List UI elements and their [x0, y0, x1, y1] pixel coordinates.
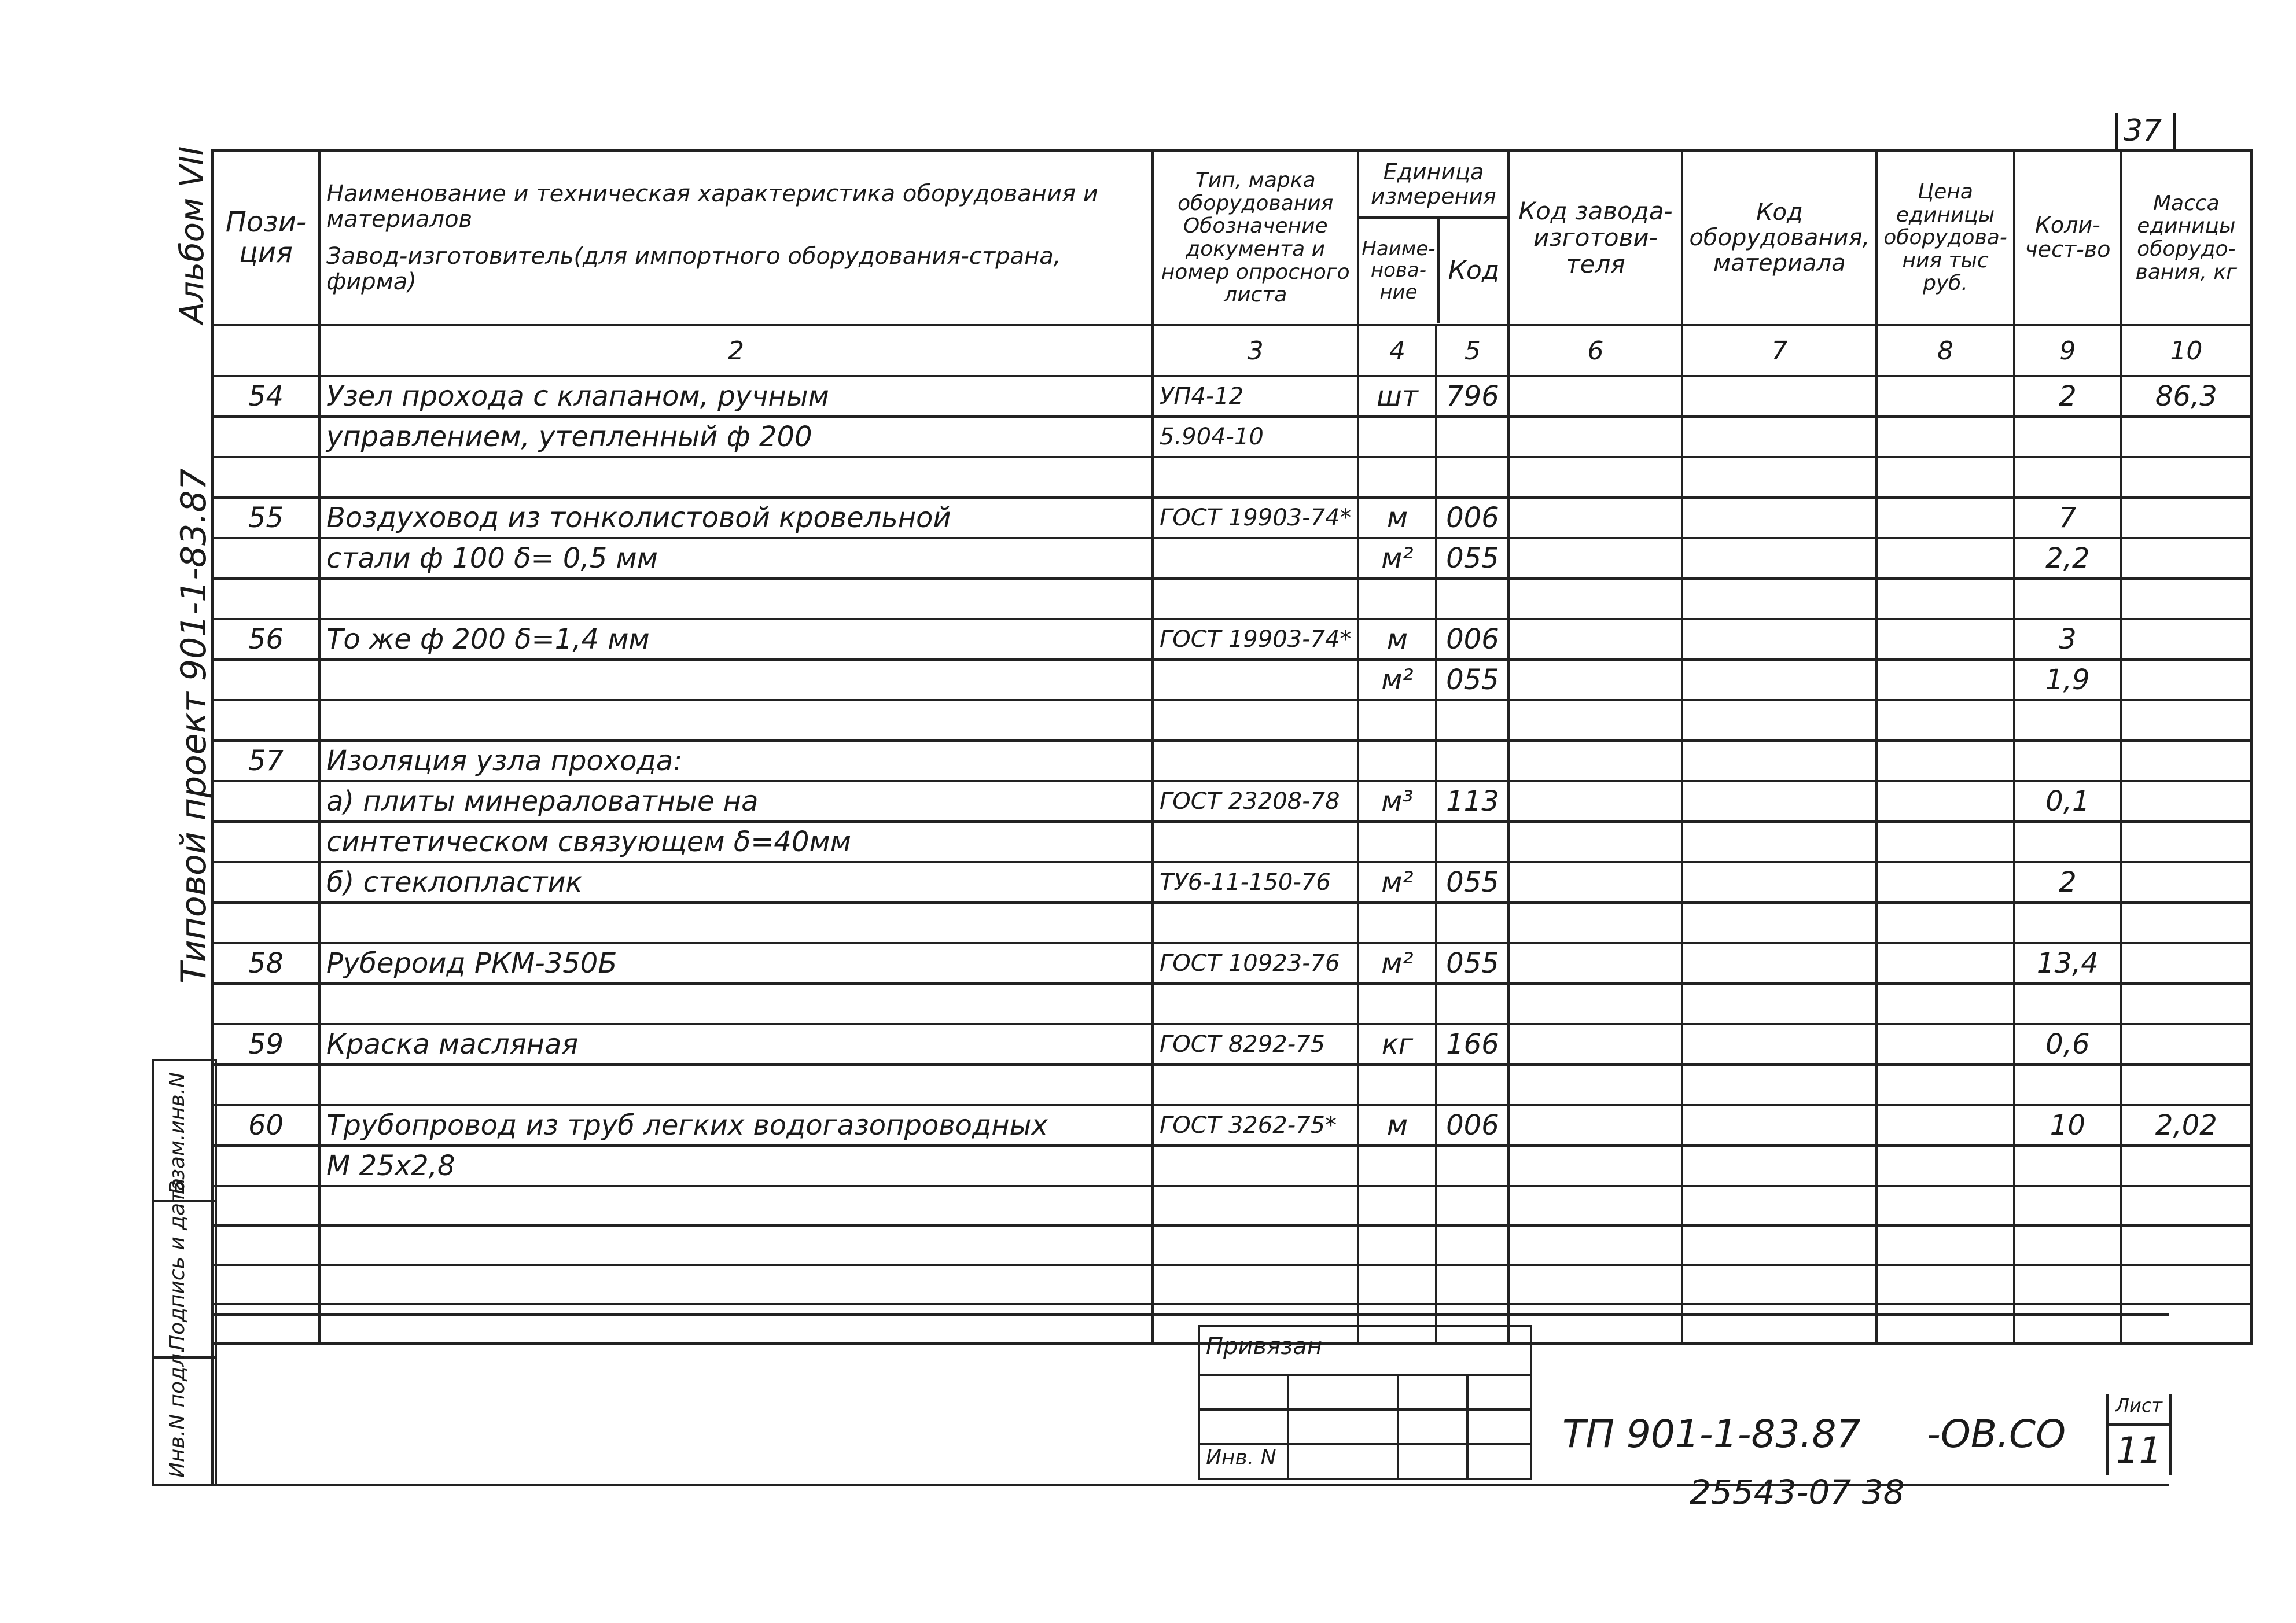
row-mass	[2121, 619, 2251, 660]
row-quantity: 13,4	[2014, 943, 2121, 984]
row-type: 5.904-10	[1153, 417, 1358, 457]
table-row	[212, 862, 2251, 903]
header-unit-name: Наиме-нова-ние	[1359, 219, 1440, 323]
row-price	[1876, 619, 2014, 660]
header-name-line2: Завод-изготовитель(для импортного оборудования-страна, фирма)	[326, 243, 1061, 295]
row-mass	[2121, 822, 2251, 862]
row-code: 006	[1436, 1105, 1508, 1146]
row-code: 006	[1436, 498, 1508, 538]
empty-row	[212, 1225, 2251, 1265]
row-position: 60	[212, 1105, 319, 1146]
album-label: Альбом VII	[174, 146, 211, 324]
row-code: 113	[1436, 781, 1508, 822]
row-price	[1876, 417, 2014, 457]
row-factory-code	[1508, 1024, 1682, 1065]
table-row	[212, 781, 2251, 822]
row-code: 796	[1436, 376, 1508, 417]
row-unit: м³	[1358, 781, 1436, 822]
row-type: ГОСТ 10923-76	[1153, 943, 1358, 984]
row-quantity: 7	[2014, 498, 2121, 538]
table-row	[212, 1146, 2251, 1186]
row-code	[1436, 457, 1508, 498]
row-mass	[2121, 1065, 2251, 1105]
row-price	[1876, 862, 2014, 903]
table-row	[212, 376, 2251, 417]
row-factory-code	[1508, 417, 1682, 457]
row-position	[212, 1065, 319, 1105]
row-quantity: 0,6	[2014, 1024, 2121, 1065]
row-price	[1876, 741, 2014, 781]
sheet-number-top: 37	[2124, 113, 2162, 148]
row-unit	[1358, 457, 1436, 498]
row-mass	[2121, 903, 2251, 943]
stamp-line	[1287, 1374, 1289, 1478]
column-number: 2	[319, 325, 1153, 376]
row-unit: м²	[1358, 538, 1436, 579]
row-code	[1436, 579, 1508, 619]
header-unit	[1358, 150, 1508, 325]
row-quantity: 2,2	[2014, 538, 2121, 579]
row-mass	[2121, 538, 2251, 579]
row-name	[319, 1065, 1153, 1105]
row-position: 59	[212, 1024, 319, 1065]
table-row	[212, 619, 2251, 660]
row-code	[1436, 700, 1508, 741]
row-price	[1876, 538, 2014, 579]
table-row	[212, 700, 2251, 741]
table-row	[212, 943, 2251, 984]
row-position	[212, 457, 319, 498]
row-position: 58	[212, 943, 319, 984]
row-name: синтетическом связующем δ=40мм	[319, 822, 1153, 862]
document-code: ТП 901-1-83.87	[1562, 1412, 1861, 1456]
row-unit	[1358, 579, 1436, 619]
row-unit: м	[1358, 1105, 1436, 1146]
side-stamp	[152, 1059, 217, 1486]
row-equipment-code	[1682, 822, 1876, 862]
header-quantity: Коли-чест-во	[2014, 150, 2121, 325]
row-code: 055	[1436, 943, 1508, 984]
row-code: 166	[1436, 1024, 1508, 1065]
row-equipment-code	[1682, 1024, 1876, 1065]
row-equipment-code	[1682, 376, 1876, 417]
stamp-inv: Инв. N	[1206, 1446, 1276, 1470]
sheet-number: 11	[2116, 1429, 2162, 1471]
row-type	[1153, 741, 1358, 781]
table-row	[212, 741, 2251, 781]
column-number: 5	[1436, 325, 1508, 376]
row-name: управлением, утепленный ф 200	[319, 417, 1153, 457]
row-mass	[2121, 862, 2251, 903]
header-unit-title: Единица измерения	[1359, 153, 1507, 219]
row-mass	[2121, 498, 2251, 538]
row-name: То же ф 200 δ=1,4 мм	[319, 619, 1153, 660]
row-price	[1876, 1024, 2014, 1065]
column-number: 6	[1508, 325, 1682, 376]
row-factory-code	[1508, 984, 1682, 1024]
row-position	[212, 1146, 319, 1186]
row-unit	[1358, 822, 1436, 862]
row-name	[319, 579, 1153, 619]
row-unit	[1358, 741, 1436, 781]
row-quantity	[2014, 579, 2121, 619]
row-unit: м	[1358, 619, 1436, 660]
row-code	[1436, 984, 1508, 1024]
row-quantity: 2	[2014, 862, 2121, 903]
row-quantity	[2014, 1146, 2121, 1186]
row-price	[1876, 1105, 2014, 1146]
row-name: б) стеклопластик	[319, 862, 1153, 903]
row-mass	[2121, 984, 2251, 1024]
stamp-line	[1200, 1374, 1530, 1376]
row-quantity	[2014, 457, 2121, 498]
row-factory-code	[1508, 1065, 1682, 1105]
row-type	[1153, 538, 1358, 579]
row-price	[1876, 1146, 2014, 1186]
table-row	[212, 903, 2251, 943]
row-position	[212, 579, 319, 619]
row-position	[212, 822, 319, 862]
row-quantity	[2014, 741, 2121, 781]
row-type	[1153, 660, 1358, 700]
row-equipment-code	[1682, 1146, 1876, 1186]
row-factory-code	[1508, 538, 1682, 579]
row-position	[212, 984, 319, 1024]
row-code	[1436, 417, 1508, 457]
row-name: Краска масляная	[319, 1024, 1153, 1065]
row-price	[1876, 457, 2014, 498]
header-name	[319, 150, 1153, 325]
row-position: 56	[212, 619, 319, 660]
bottom-registration-number: 25543-07 38	[1690, 1473, 1905, 1512]
row-mass	[2121, 457, 2251, 498]
column-number: 9	[2014, 325, 2121, 376]
row-mass: 2,02	[2121, 1105, 2251, 1146]
row-name: а) плиты минераловатные на	[319, 781, 1153, 822]
row-equipment-code	[1682, 457, 1876, 498]
row-unit	[1358, 700, 1436, 741]
row-type	[1153, 984, 1358, 1024]
row-type: ТУ6-11-150-76	[1153, 862, 1358, 903]
row-position	[212, 538, 319, 579]
header-equipment-code: Код оборудования, материала	[1682, 150, 1876, 325]
row-price	[1876, 822, 2014, 862]
row-quantity: 3	[2014, 619, 2121, 660]
row-equipment-code	[1682, 741, 1876, 781]
row-code	[1436, 741, 1508, 781]
row-factory-code	[1508, 457, 1682, 498]
table-row	[212, 1065, 2251, 1105]
row-type	[1153, 822, 1358, 862]
row-quantity: 2	[2014, 376, 2121, 417]
row-equipment-code	[1682, 417, 1876, 457]
header-unit-code: Код	[1448, 255, 1500, 285]
row-code	[1436, 1065, 1508, 1105]
row-quantity	[2014, 822, 2121, 862]
row-price	[1876, 781, 2014, 822]
table-row	[212, 822, 2251, 862]
table-row	[212, 498, 2251, 538]
row-quantity: 0,1	[2014, 781, 2121, 822]
row-price	[1876, 903, 2014, 943]
row-code	[1436, 1146, 1508, 1186]
row-type	[1153, 1065, 1358, 1105]
row-equipment-code	[1682, 1065, 1876, 1105]
row-type: ГОСТ 19903-74*	[1153, 619, 1358, 660]
row-factory-code	[1508, 498, 1682, 538]
stamp-line	[1200, 1408, 1530, 1411]
header-price: Цена единицы оборудова-ния тыс руб.	[1876, 150, 2014, 325]
row-unit	[1358, 903, 1436, 943]
row-name	[319, 700, 1153, 741]
empty-row	[212, 1186, 2251, 1225]
table-row	[212, 579, 2251, 619]
row-name: Воздуховод из тонколистовой кровельной	[319, 498, 1153, 538]
column-number: 7	[1682, 325, 1876, 376]
row-position: 55	[212, 498, 319, 538]
row-name: Рубероид РКМ-350Б	[319, 943, 1153, 984]
row-factory-code	[1508, 660, 1682, 700]
row-name	[319, 984, 1153, 1024]
table-row	[212, 538, 2251, 579]
row-unit: м²	[1358, 943, 1436, 984]
row-mass	[2121, 741, 2251, 781]
row-equipment-code	[1682, 781, 1876, 822]
row-quantity	[2014, 1065, 2121, 1105]
header-unit-split	[1359, 219, 1507, 323]
table-row	[212, 417, 2251, 457]
row-position	[212, 781, 319, 822]
row-unit	[1358, 1065, 1436, 1105]
row-type: ГОСТ 8292-75	[1153, 1024, 1358, 1065]
row-mass	[2121, 579, 2251, 619]
specification-table	[211, 149, 2253, 1345]
row-price	[1876, 376, 2014, 417]
row-mass	[2121, 1146, 2251, 1186]
sheet-label: Лист	[2109, 1394, 2169, 1426]
header-position: Пози-ция	[212, 150, 319, 325]
row-position	[212, 417, 319, 457]
row-equipment-code	[1682, 619, 1876, 660]
row-factory-code	[1508, 822, 1682, 862]
row-type: ГОСТ 23208-78	[1153, 781, 1358, 822]
row-quantity: 1,9	[2014, 660, 2121, 700]
row-type: УП4-12	[1153, 376, 1358, 417]
row-mass	[2121, 1024, 2251, 1065]
row-type: ГОСТ 19903-74*	[1153, 498, 1358, 538]
row-price	[1876, 579, 2014, 619]
row-equipment-code	[1682, 498, 1876, 538]
row-unit	[1358, 984, 1436, 1024]
project-label: Типовой проект 901-1-83.87	[174, 468, 214, 984]
row-equipment-code	[1682, 984, 1876, 1024]
row-code: 055	[1436, 660, 1508, 700]
row-quantity	[2014, 984, 2121, 1024]
row-equipment-code	[1682, 579, 1876, 619]
row-mass	[2121, 700, 2251, 741]
row-price	[1876, 660, 2014, 700]
header-mass: Масса единицы оборудо-вания, кг	[2121, 150, 2251, 325]
empty-row	[212, 1265, 2251, 1304]
row-equipment-code	[1682, 538, 1876, 579]
side-stamp-sign: Подпись и дата	[165, 1177, 189, 1350]
row-name	[319, 660, 1153, 700]
row-factory-code	[1508, 619, 1682, 660]
row-name: стали ф 100 δ= 0,5 мм	[319, 538, 1153, 579]
stamp-line	[1200, 1443, 1530, 1445]
row-factory-code	[1508, 862, 1682, 903]
row-unit	[1358, 1146, 1436, 1186]
row-position	[212, 700, 319, 741]
row-price	[1876, 943, 2014, 984]
table-header-row	[212, 150, 2251, 325]
column-number: 10	[2121, 325, 2251, 376]
row-position: 57	[212, 741, 319, 781]
row-quantity	[2014, 417, 2121, 457]
header-type: Тип, марка оборудования Обозначение документа и номер опросного листа	[1153, 150, 1358, 325]
header-factory-code: Код завода-изготови-теля	[1508, 150, 1682, 325]
row-unit: кг	[1358, 1024, 1436, 1065]
stamp-line	[1397, 1374, 1399, 1478]
column-numbers-row	[212, 325, 2251, 376]
header-name-line1: Наименование и техническая характеристика оборудования и материалов	[326, 181, 1098, 233]
column-number: 4	[1358, 325, 1436, 376]
column-number: 8	[1876, 325, 2014, 376]
row-factory-code	[1508, 781, 1682, 822]
stamp-privyazan: Привязан	[1206, 1333, 1323, 1360]
row-name	[319, 457, 1153, 498]
row-position	[212, 660, 319, 700]
row-unit: м²	[1358, 660, 1436, 700]
side-stamp-replace: Взам.инв.N	[165, 1072, 189, 1194]
row-mass	[2121, 417, 2251, 457]
row-factory-code	[1508, 1105, 1682, 1146]
row-type	[1153, 579, 1358, 619]
row-type	[1153, 457, 1358, 498]
row-name	[319, 903, 1153, 943]
approval-stamp	[1198, 1325, 1532, 1480]
column-number: 3	[1153, 325, 1358, 376]
row-name: Изоляция узла прохода:	[319, 741, 1153, 781]
side-stamp-inv: Инв.N подл.	[165, 1346, 189, 1478]
row-position	[212, 862, 319, 903]
row-price	[1876, 1065, 2014, 1105]
row-name: М 25х2,8	[319, 1146, 1153, 1186]
row-unit: м	[1358, 498, 1436, 538]
row-factory-code	[1508, 700, 1682, 741]
row-type	[1153, 700, 1358, 741]
row-type: ГОСТ 3262-75*	[1153, 1105, 1358, 1146]
row-code	[1436, 822, 1508, 862]
row-quantity: 10	[2014, 1105, 2121, 1146]
row-equipment-code	[1682, 903, 1876, 943]
row-type	[1153, 1146, 1358, 1186]
row-position: 54	[212, 376, 319, 417]
row-equipment-code	[1682, 660, 1876, 700]
row-equipment-code	[1682, 700, 1876, 741]
row-position	[212, 903, 319, 943]
table-row	[212, 457, 2251, 498]
row-factory-code	[1508, 579, 1682, 619]
row-type	[1153, 903, 1358, 943]
row-mass	[2121, 781, 2251, 822]
row-equipment-code	[1682, 943, 1876, 984]
row-price	[1876, 700, 2014, 741]
stamp-line	[1466, 1374, 1469, 1478]
row-factory-code	[1508, 943, 1682, 984]
row-equipment-code	[1682, 862, 1876, 903]
row-mass	[2121, 943, 2251, 984]
row-factory-code	[1508, 376, 1682, 417]
table-row	[212, 660, 2251, 700]
row-unit: шт	[1358, 376, 1436, 417]
row-factory-code	[1508, 1146, 1682, 1186]
sheet-label-box	[2106, 1394, 2172, 1475]
table-row	[212, 1024, 2251, 1065]
table-row	[212, 1105, 2251, 1146]
row-mass: 86,3	[2121, 376, 2251, 417]
document-suffix: -ОВ.СО	[1927, 1412, 2066, 1456]
row-code: 055	[1436, 538, 1508, 579]
row-code	[1436, 903, 1508, 943]
row-unit: м²	[1358, 862, 1436, 903]
row-price	[1876, 984, 2014, 1024]
row-mass	[2121, 660, 2251, 700]
column-number-blank	[212, 325, 319, 376]
row-price	[1876, 498, 2014, 538]
row-name: Узел прохода с клапаном, ручным	[319, 376, 1153, 417]
row-unit	[1358, 417, 1436, 457]
row-factory-code	[1508, 741, 1682, 781]
row-quantity	[2014, 903, 2121, 943]
row-factory-code	[1508, 903, 1682, 943]
row-equipment-code	[1682, 1105, 1876, 1146]
table-row	[212, 984, 2251, 1024]
title-block-frame	[211, 1313, 2169, 1486]
row-code: 055	[1436, 862, 1508, 903]
row-name: Трубопровод из труб легких водогазопроводных	[319, 1105, 1153, 1146]
row-quantity	[2014, 700, 2121, 741]
row-code: 006	[1436, 619, 1508, 660]
